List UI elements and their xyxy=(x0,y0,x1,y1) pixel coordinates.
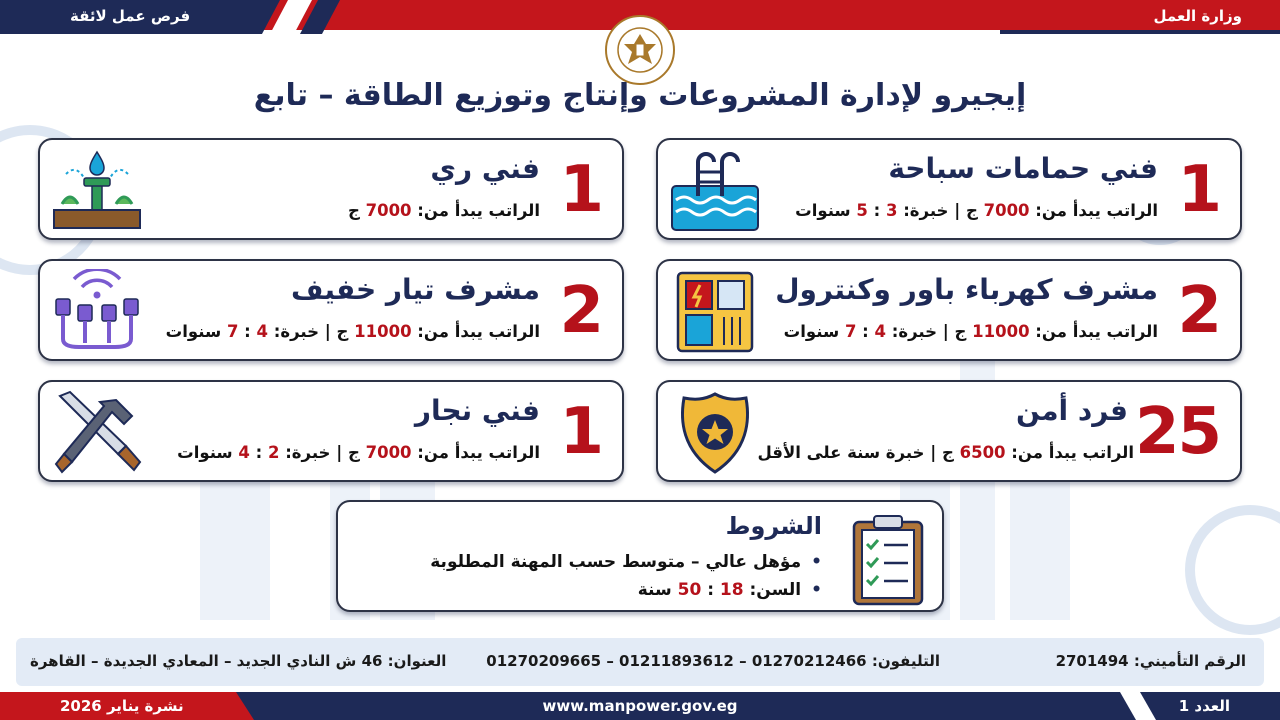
job-count: 2 xyxy=(559,274,602,348)
swimming-pool-icon xyxy=(670,148,760,232)
slogan: فرص عمل لائقة xyxy=(70,7,191,25)
issue-number: العدد 1 xyxy=(1178,697,1230,715)
job-info: الراتب يبدأ من: 7000 ج | خبرة: 3 : 5 سنوات xyxy=(795,201,1158,220)
job-title: فرد أمن xyxy=(1016,394,1128,427)
job-title: مشرف تيار خفيف xyxy=(291,273,540,306)
job-count: 1 xyxy=(559,153,602,227)
job-count: 25 xyxy=(1134,395,1220,469)
job-title: فني حمامات سباحة xyxy=(888,152,1158,185)
job-card-low-current-supervisor xyxy=(38,259,624,361)
job-count: 1 xyxy=(559,395,602,469)
job-card-pool-technician xyxy=(656,138,1242,240)
job-info: الراتب يبدأ من: 7000 ج xyxy=(347,201,540,220)
condition-item: •مؤهل عالي – متوسط حسب المهنة المطلوبة xyxy=(430,552,822,572)
job-info: الراتب يبدأ من: 6500 ج | خبرة سنة على الأقل xyxy=(757,443,1134,462)
conditions-box xyxy=(336,500,944,612)
irrigation-sprinkler-icon xyxy=(52,148,142,232)
address: العنوان: 46 ش النادي الجديد – المعادي الجديدة – القاهرة xyxy=(30,652,447,670)
conditions-title: الشروط xyxy=(725,512,822,540)
job-count: 2 xyxy=(1177,274,1220,348)
job-title: مشرف كهرباء باور وكنترول xyxy=(775,273,1158,306)
job-card-irrigation-technician xyxy=(38,138,624,240)
ministry-name: وزارة العمل xyxy=(1153,7,1242,25)
ministry-emblem-icon xyxy=(604,14,676,86)
job-info: الراتب يبدأ من: 11000 ج | خبرة: 4 : 7 سنوات xyxy=(783,322,1158,341)
job-count: 1 xyxy=(1177,153,1220,227)
checklist-clipboard-icon xyxy=(850,514,926,606)
conditions-list xyxy=(430,548,822,604)
website-link[interactable]: www.manpower.gov.eg xyxy=(542,697,738,715)
job-info: الراتب يبدأ من: 11000 ج | خبرة: 4 : 7 سنوات xyxy=(165,322,540,341)
network-cables-icon xyxy=(52,269,142,353)
insurance-number: الرقم التأميني: 2701494 xyxy=(1055,652,1246,670)
edition-date: نشرة يناير 2026 xyxy=(60,697,184,715)
job-card-carpenter xyxy=(38,380,624,482)
condition-item: •السن: 18 : 50 سنة xyxy=(637,580,822,600)
job-title: فني ري xyxy=(430,152,540,185)
job-info: الراتب يبدأ من: 7000 ج | خبرة: 2 : 4 سنوات xyxy=(177,443,540,462)
security-badge-icon xyxy=(670,390,760,474)
job-card-power-control-supervisor xyxy=(656,259,1242,361)
contact-strip xyxy=(16,638,1264,686)
job-title: فني نجار xyxy=(414,394,540,427)
phone-numbers: التليفون: 01270212466 – 01211893612 – 01270209665 xyxy=(486,652,940,670)
page-title: إيجيرو لإدارة المشروعات وإنتاج وتوزيع الطاقة – تابع xyxy=(253,78,1027,113)
job-card-security-guard xyxy=(656,380,1242,482)
electrical-panel-icon xyxy=(670,269,760,353)
hammer-saw-icon xyxy=(52,390,142,474)
